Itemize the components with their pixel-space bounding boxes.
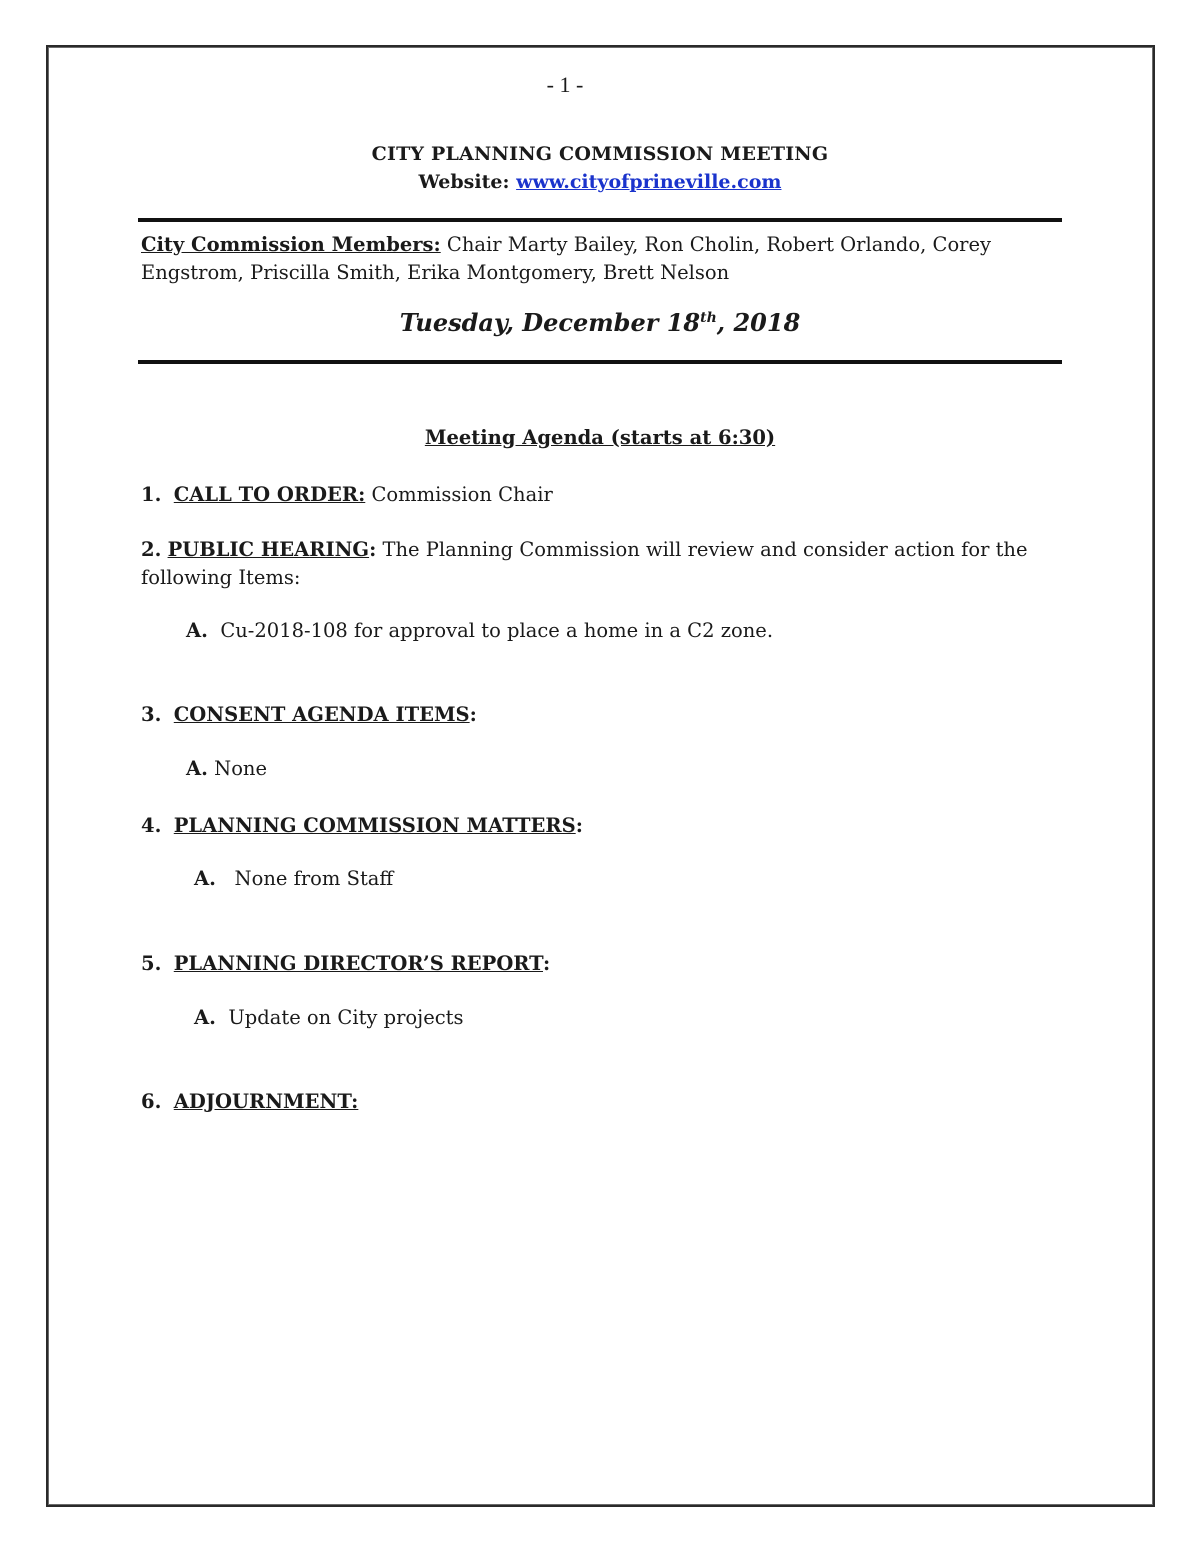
subitem-letter: A.: [194, 1006, 216, 1029]
subitem-text: Cu-2018-108 for approval to place a home in a C2 zone.: [220, 619, 774, 642]
item-text: The Planning Commission will review and consider action for the following Items:: [141, 538, 1028, 589]
date-year: , 2018: [716, 308, 801, 337]
document-title: CITY PLANNING COMMISSION MEETING: [371, 143, 829, 165]
commission-members: [141, 231, 1041, 287]
date-suffix: th: [700, 310, 717, 326]
website-line: [0, 171, 1200, 193]
agenda-item-public-hearing: [141, 536, 1041, 592]
item-heading: CALL TO ORDER:: [173, 483, 366, 506]
top-rule: [138, 218, 1062, 222]
subitem-text: Update on City projects: [228, 1006, 464, 1029]
item-heading: PUBLIC HEARING: [167, 538, 370, 561]
agenda-item-director-report: [141, 950, 550, 978]
website-link[interactable]: www.cityofprineville.com: [516, 171, 782, 193]
members-names: Chair Marty Bailey, Ron Cholin, Robert Orlando, Corey Engstrom, Priscilla Smith, Erika Montgomery, Brett Nelson: [141, 233, 992, 284]
subitem-text: None: [214, 757, 268, 780]
members-label: City Commission Members:: [141, 233, 441, 256]
subitem-letter: A.: [186, 757, 208, 780]
item-heading: PLANNING COMMISSION MATTERS: [173, 814, 576, 837]
item-colon: :: [575, 814, 583, 837]
item-colon: :: [369, 538, 377, 561]
item-number: 4.: [141, 814, 162, 837]
item-number: 3.: [141, 703, 162, 726]
item-text: Commission Chair: [365, 483, 553, 506]
subitem-commission-matters-a: [194, 867, 393, 890]
subitem-text: None from Staff: [234, 867, 394, 890]
date-prefix: Tuesday, December 18: [399, 308, 701, 337]
page-number: - 1 -: [546, 72, 584, 97]
subitem-letter: A.: [186, 619, 208, 642]
item-number: 6.: [141, 1090, 162, 1113]
agenda-item-adjournment: [141, 1088, 358, 1116]
bottom-rule: [138, 360, 1062, 364]
subitem-director-report-a: [194, 1006, 464, 1029]
website-label: Website:: [418, 171, 510, 193]
agenda-item-call-to-order: [141, 481, 553, 509]
subitem-public-hearing-a: [186, 619, 773, 642]
agenda-title: Meeting Agenda (starts at 6:30): [424, 426, 776, 449]
item-number: 1.: [141, 483, 162, 506]
subitem-letter: A.: [194, 867, 216, 890]
item-heading: ADJOURNMENT:: [173, 1090, 359, 1113]
item-heading: CONSENT AGENDA ITEMS: [173, 703, 470, 726]
item-number: 5.: [141, 952, 162, 975]
agenda-item-commission-matters: [141, 812, 583, 840]
agenda-item-consent: [141, 701, 477, 729]
item-number: 2.: [141, 538, 162, 561]
meeting-date: [0, 308, 1200, 337]
subitem-consent-a: [186, 757, 267, 780]
item-colon: :: [543, 952, 551, 975]
item-heading: PLANNING DIRECTOR’S REPORT: [173, 952, 543, 975]
item-colon: :: [469, 703, 477, 726]
